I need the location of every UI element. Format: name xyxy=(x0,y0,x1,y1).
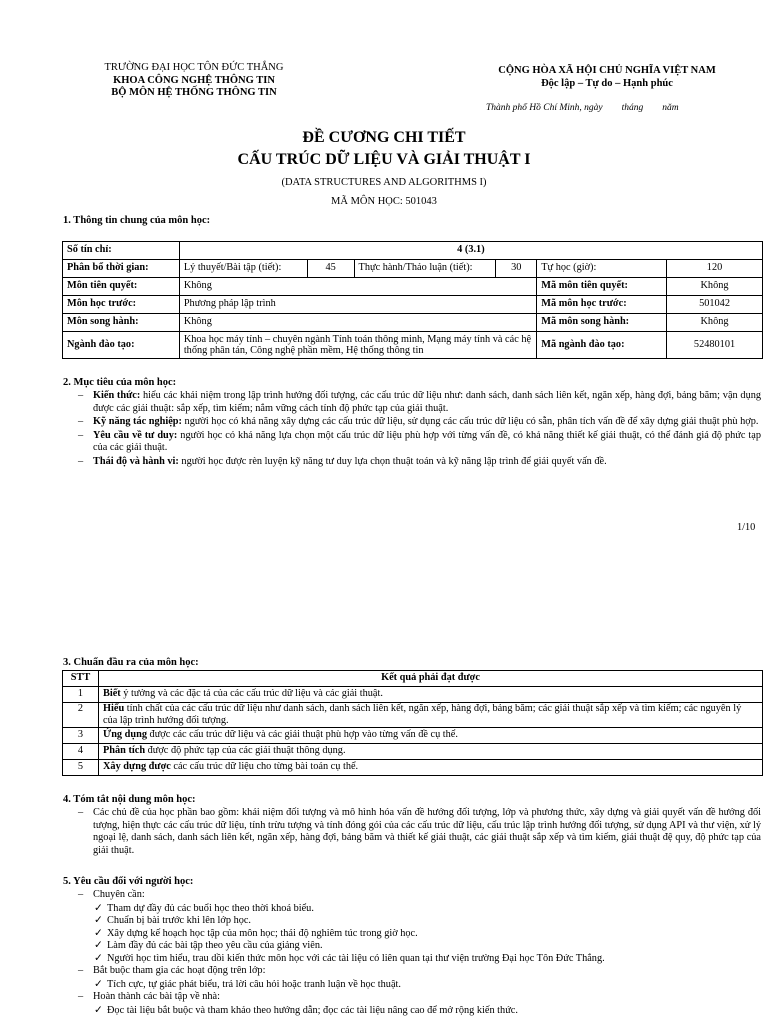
objective-item: – Kiến thức: hiểu các khái niệm trong lập trình hướng đối tượng, các cấu trúc dữ liệu như: danh sách, danh sách liên kết, ngăn xếp, hàng đợi, bảng băm; vận dụng được các giải thuật: sắp xếp, tìm kiếm; nắm vững cách tính độ phức tạp của giải thuật. xyxy=(78,390,762,414)
col-result: Kết quả phải đạt được xyxy=(99,671,763,687)
before-code-label: Mã môn học trước: xyxy=(537,296,667,314)
before-label: Môn học trước: xyxy=(63,296,180,314)
theory-value: 45 xyxy=(307,260,354,278)
row-keyword: Phân tích xyxy=(103,744,146,756)
row-number: 1 xyxy=(63,687,99,703)
practice-value: 30 xyxy=(496,260,537,278)
program-label: Ngành đào tạo: xyxy=(63,332,180,359)
doc-title: ĐỀ CƯƠNG CHI TIẾT xyxy=(302,129,466,146)
requirement-text: Người học tìm hiểu, trau dồi kiến thức môn học với các tài liệu có liên quan tại thư viện trường Đại học Tôn Đức Thắng. xyxy=(107,952,605,964)
parallel-code-label: Mã môn song hành: xyxy=(537,314,667,332)
summary-block xyxy=(78,807,761,858)
requirement-item xyxy=(78,979,761,992)
checkmark-icon: ✓ xyxy=(94,927,103,939)
table-row xyxy=(63,727,763,743)
summary-item: – Các chủ đề của học phần bao gồm: khái niệm đối tượng và mô hình hóa vấn đề hướng đối tượng, lớp và phương thức, xây dựng và giải quyết vấn đề hướng đối tượng, hiện thực các cấu trúc dữ liệu, tính trừu tượng và tính đóng gói của các cấu trúc dữ liệu, cấu trúc lập trình hướng đối tượng, sử dụng API và thư viện, xử lý ngoại lệ, danh sách, danh sách liên kết, ngăn xếp, hàng đợi, bảng băm và thiết kế giải thuật, các giải thuật sắp xếp và tìm kiếm, giải thuật đệ quy, độ phức tạp của giải thuật. xyxy=(78,807,761,856)
self-value: 120 xyxy=(667,260,763,278)
row-keyword: Biết xyxy=(103,688,121,700)
checkmark-icon: ✓ xyxy=(94,978,103,990)
prereq-value: Không xyxy=(179,278,536,296)
objective-item: – Yêu cầu về tư duy: người học có khả năng lựa chọn một cấu trúc dữ liệu phù hợp với từng vấn đề, có khả năng thiết kế giải thuật, có thể đánh giá độ phức tạp của các giải thuật. xyxy=(78,429,761,454)
city-date: Thành phố Hồ Chí Minh, ngày tháng năm xyxy=(486,103,679,113)
requirement-item xyxy=(78,953,761,966)
credits-value: 4 (3.1) xyxy=(179,242,762,260)
program-value: Khoa học máy tính – chuyên ngành Tính toán thông minh, Mạng máy tính và các hệ thống phân tán, Công nghệ phần mềm, Hệ thống thông tin xyxy=(179,332,536,359)
requirement-text: Đọc tài liệu bắt buộc và tham khảo theo hướng dẫn; đọc các tài liệu nâng cao để mở rộng kiến thức. xyxy=(107,1004,518,1016)
row-keyword: Xây dựng được xyxy=(103,760,171,772)
row-text: tính chất của các cấu trúc dữ liệu như danh sách, danh sách liên kết, ngăn xếp, hàng đợi, bảng băm; các giải thuật sắp xếp và tìm kiếm; các nguyên lý của lập trình hướng đối tượng. xyxy=(103,703,742,726)
checkmark-icon: ✓ xyxy=(94,902,103,914)
national-header xyxy=(462,64,752,90)
summary-text: Các chủ đề của học phần bao gồm: khái niệm đối tượng và mô hình hóa vấn đề hướng đối tượng, lớp và phương thức, xây dựng và giải quyết vấn đề hướng đối tượng, hiện thực các cấu trúc dữ liệu, tính trừu tượng và tính đóng gói của các cấu trúc dữ liệu, cấu trúc lập trình hướng đối tượng, sử dụng API và thư viện, xử lý ngoại lệ, danh sách, danh sách liên kết, ngăn xếp, hàng đợi, bảng băm và thiết kế giải thuật, các giải thuật sắp xếp và tìm kiếm, giải thuật đệ quy, độ phức tạp của giải thuật. xyxy=(93,807,761,856)
prereq-label: Môn tiên quyết: xyxy=(63,278,180,296)
requirement-text: Chuẩn bị bài trước khi lên lớp học. xyxy=(107,915,252,927)
national-name: CỘNG HÒA XÃ HỘI CHỦ NGHĨA VIỆT NAM xyxy=(498,65,716,76)
objective-label: Thái độ và hành vi: xyxy=(93,455,179,467)
university-name: TRƯỜNG ĐẠI HỌC TÔN ĐỨC THẮNG xyxy=(104,62,284,73)
requirement-item xyxy=(78,940,761,953)
row-number: 3 xyxy=(63,727,99,743)
requirement-label: Bắt buộc tham gia các hoạt động trên lớp: xyxy=(93,965,266,977)
row-text: các cấu trúc dữ liệu cho từng bài toán cụ thể. xyxy=(170,760,359,772)
objective-label: Yêu cầu về tư duy: xyxy=(93,429,178,441)
objective-text: người học được rèn luyện kỹ năng tư duy lựa chọn thuật toán và kỹ năng lập trình để giải quyết vấn đề. xyxy=(178,455,607,467)
faculty-name: KHOA CÔNG NGHỆ THÔNG TIN xyxy=(113,74,275,86)
checkmark-icon: ✓ xyxy=(94,952,103,964)
table-row xyxy=(63,759,763,775)
col-stt: STT xyxy=(63,671,99,687)
objective-text: người học có khả năng lựa chọn một cấu trúc dữ liệu phù hợp với từng vấn đề, có khả năng thiết kế giải thuật, có thể đánh giá độ phức tạp của các giải thuật. xyxy=(93,429,761,454)
university-header xyxy=(58,62,330,100)
objective-item: – Kỹ năng tác nghiệp: người học có khả năng xây dựng các cấu trúc dữ liệu, sử dụng các cấu trúc dữ liệu có sẵn, phân tích vấn đề để xây dựng giải thuật phù hợp. xyxy=(78,416,759,428)
table-row xyxy=(63,703,763,728)
before-value: Phương pháp lập trình xyxy=(179,296,536,314)
checkmark-icon: ✓ xyxy=(94,940,103,952)
requirement-text: Xây dựng kế hoạch học tập của môn học; thái độ nghiêm túc trong giờ học. xyxy=(107,927,418,939)
course-code: MÃ MÔN HỌC: 501043 xyxy=(331,196,437,207)
general-info-table xyxy=(62,241,763,359)
section-3-heading: 3. Chuẩn đầu ra của môn học: xyxy=(63,657,199,668)
requirement-item xyxy=(78,903,761,916)
requirement-label: Hoàn thành các bài tập về nhà: xyxy=(93,991,220,1003)
national-motto: Độc lập – Tự do – Hạnh phúc xyxy=(541,78,673,90)
requirement-item xyxy=(78,915,761,928)
table-row xyxy=(63,687,763,703)
parallel-label: Môn song hành: xyxy=(63,314,180,332)
section-1-heading: 1. Thông tin chung của môn học: xyxy=(63,215,211,226)
course-title: CẤU TRÚC DỮ LIỆU VÀ GIẢI THUẬT I xyxy=(237,151,531,168)
requirement-text: Tích cực, tự giác phát biểu, trả lời câu hỏi hoặc tranh luận về học thuật. xyxy=(107,978,401,990)
requirement-text: Tham dự đầy đủ các buổi học theo thời khoá biểu. xyxy=(107,902,314,914)
checkmark-icon: ✓ xyxy=(94,915,103,927)
outcomes-table xyxy=(62,670,763,776)
prereq-code-label: Mã môn tiên quyết: xyxy=(537,278,667,296)
objective-text: người học có khả năng xây dựng các cấu trúc dữ liệu, sử dụng các cấu trúc dữ liệu có sẵn, phân tích vấn đề để xây dựng giải thuật phù hợp. xyxy=(181,416,759,428)
objective-item: – Thái độ và hành vi: người học được rèn luyện kỹ năng tư duy lựa chọn thuật toán và kỹ năng lập trình để giải quyết vấn đề. xyxy=(78,455,607,467)
department-name: BỘ MÔN HỆ THỐNG THÔNG TIN xyxy=(111,87,277,99)
self-label: Tự học (giờ): xyxy=(537,260,667,278)
row-number: 4 xyxy=(63,743,99,759)
objective-label: Kiến thức: xyxy=(93,390,141,401)
course-english: (DATA STRUCTURES AND ALGORITHMS I) xyxy=(281,177,487,188)
requirement-item xyxy=(78,1005,761,1018)
section-5-heading: 5. Yêu cầu đối với người học: xyxy=(63,876,194,887)
section-4-heading: 4. Tóm tắt nội dung môn học: xyxy=(63,794,196,805)
credits-label: Số tín chỉ: xyxy=(63,242,180,260)
objective-text: hiểu các khái niệm trong lập trình hướng đối tượng, các cấu trúc dữ liệu như: danh sách, danh sách liên kết, ngăn xếp, hàng đợi, bảng băm; vận dụng được các giải thuật: sắp xếp, tìm kiếm; nắm vững cách tính độ phức tạp của giải thuật. xyxy=(93,390,762,414)
row-keyword: Hiểu xyxy=(103,703,125,714)
requirement-item xyxy=(78,928,761,941)
prereq-code-value: Không xyxy=(667,278,763,296)
alloc-label: Phân bổ thời gian: xyxy=(63,260,180,278)
requirement-group: – Chuyên cần: xyxy=(78,889,145,900)
requirement-text: Làm đầy đủ các bài tập theo yêu cầu của giảng viên. xyxy=(107,940,323,952)
row-keyword: Ứng dụng xyxy=(103,728,147,740)
program-code-label: Mã ngành đào tạo: xyxy=(537,332,667,359)
table-row xyxy=(63,743,763,759)
row-text: được các cấu trúc dữ liệu và các giải thuật phù hợp vào từng vấn đề cụ thể. xyxy=(146,728,458,740)
parallel-value: Không xyxy=(179,314,536,332)
row-text: được độ phức tạp của các giải thuật thông dụng. xyxy=(145,744,346,756)
before-code-value: 501042 xyxy=(667,296,763,314)
section-2-heading: 2. Mục tiêu của môn học: xyxy=(63,377,177,388)
page-number: 1/10 xyxy=(737,522,756,533)
row-number: 5 xyxy=(63,759,99,775)
objective-label: Kỹ năng tác nghiệp: xyxy=(93,416,182,428)
objectives-list xyxy=(78,390,761,469)
program-code-value: 52480101 xyxy=(667,332,763,359)
practice-label: Thực hành/Thảo luận (tiết): xyxy=(354,260,496,278)
requirements-list xyxy=(78,889,761,1017)
requirement-label: Chuyên cần: xyxy=(93,889,145,900)
row-number: 2 xyxy=(63,703,99,728)
checkmark-icon: ✓ xyxy=(94,1004,103,1016)
row-text: ý tưởng và các đặc tả của các cấu trúc dữ liệu và các giải thuật. xyxy=(120,688,383,700)
theory-label: Lý thuyết/Bài tập (tiết): xyxy=(179,260,307,278)
parallel-code-value: Không xyxy=(667,314,763,332)
requirement-group: – Hoàn thành các bài tập về nhà: xyxy=(78,991,220,1003)
requirement-group: – Bắt buộc tham gia các hoạt động trên lớp: xyxy=(78,965,266,977)
